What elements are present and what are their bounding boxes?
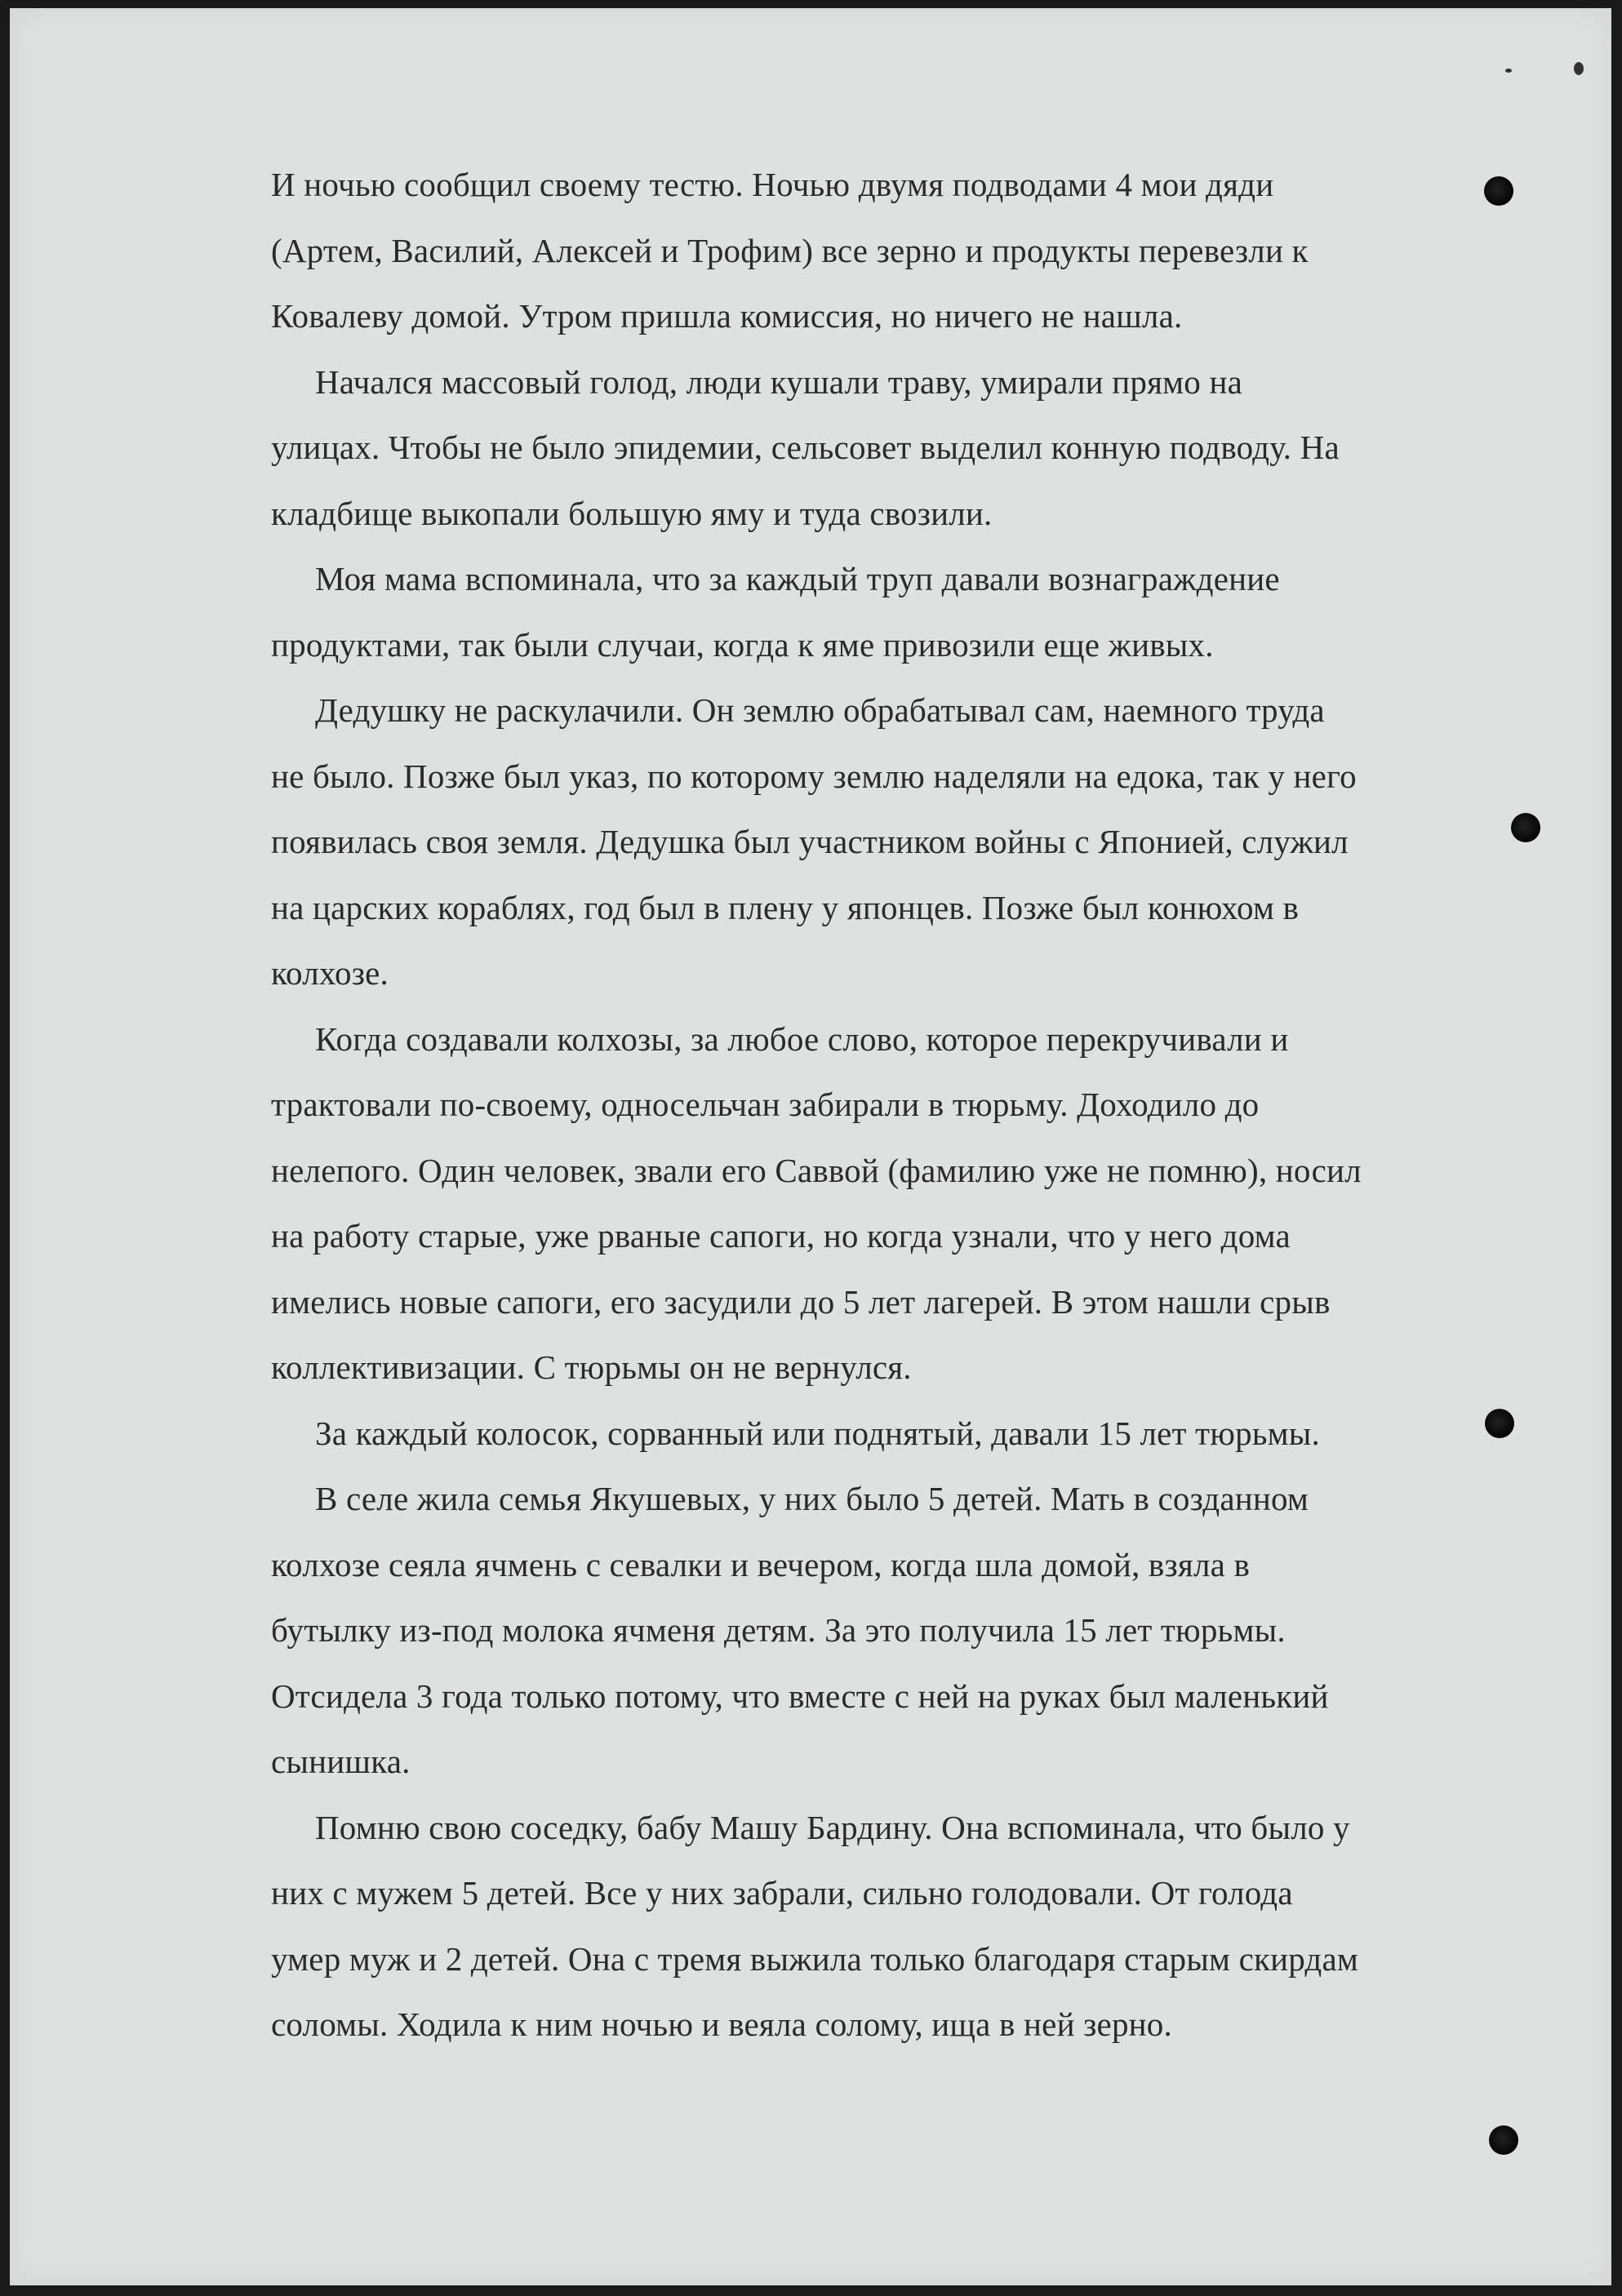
paper-sheet — [10, 8, 1611, 2285]
text-line: нелепого. Один человек, звали его Саввой (фамилию уже не помню), носил — [271, 1151, 1362, 1189]
text-line: В селе жила семья Якушевых, у них было 5 детей. Мать в созданном — [315, 1480, 1309, 1517]
text-line: Когда создавали колхозы, за любое слово, которое перекручивали и — [315, 1019, 1289, 1058]
text-line: Отсидела 3 года только потому, что вместе с ней на руках был маленький — [271, 1676, 1329, 1715]
text-line: улицах. Чтобы не было эпидемии, сельсовет выделил конную подводу. На — [271, 429, 1340, 466]
text-line: них с мужем 5 детей. Все у них забрали, сильно голодовали. От голода — [271, 1874, 1293, 1912]
text-line: соломы. Ходила к ним ночью и веяла солому, ища в ней зерно. — [271, 2005, 1172, 2043]
ink-speck — [1574, 62, 1584, 75]
text-line: колхозе. — [271, 954, 389, 992]
text-line: За каждый колосок, сорванный или поднятый, давали 15 лет тюрьмы. — [315, 1414, 1321, 1452]
text-line: Помню свою соседку, бабу Машу Бардину. Она вспоминала, что было у — [315, 1808, 1350, 1846]
text-line: кладбище выкопали большую яму и туда свозили. — [271, 494, 993, 532]
punch-hole-4 — [1489, 2125, 1518, 2155]
text-line: на царских кораблях, год был в плену у японцев. Позже был конюхом в — [271, 888, 1300, 926]
text-line: Дедушку не раскулачили. Он землю обрабатывал сам, наемного труда — [315, 691, 1325, 729]
punch-hole-2 — [1511, 813, 1540, 842]
text-line: сынишка. — [271, 1743, 411, 1780]
ink-speck — [1505, 69, 1512, 73]
text-line: И ночью сообщил своему тестю. Ночью двумя подводами 4 мои дяди — [271, 166, 1274, 203]
text-line: трактовали по-своему, односельчан забирали в тюрьму. Доходило до — [271, 1086, 1260, 1123]
text-line: умер муж и 2 детей. Она с тремя выжила только благодаря старым скирдам — [271, 1939, 1359, 1978]
text-line: на работу старые, уже рваные сапоги, но когда узнали, что у него дома — [271, 1217, 1291, 1255]
text-line: (Артем, Василий, Алексей и Трофим) все зерно и продукты перевезли к — [271, 231, 1309, 269]
document-body — [271, 152, 1528, 2058]
text-line: Ковалеву домой. Утром пришла комиссия, но ничего не нашла. — [271, 297, 1183, 335]
text-line: Моя мама вспоминала, что за каждый труп давали вознаграждение — [315, 560, 1280, 597]
text-line: коллективизации. С тюрьмы он не вернулся. — [271, 1348, 912, 1386]
text-line: бутылку из-под молока ячменя детям. За это получила 15 лет тюрьмы. — [271, 1611, 1286, 1649]
text-line: имелись новые сапоги, его засудили до 5 лет лагерей. В этом нашли срыв — [271, 1282, 1331, 1321]
text-line: не было. Позже был указ, по которому землю наделяли на едока, так у него — [271, 757, 1357, 795]
punch-hole-1 — [1484, 176, 1513, 206]
text-line: появилась своя земля. Дедушка был участником войны с Японией, служил — [271, 823, 1349, 860]
punch-hole-3 — [1485, 1409, 1514, 1438]
text-line: продуктами, так были случаи, когда к яме привозили еще живых. — [271, 625, 1214, 664]
text-line: Начался массовый голод, люди кушали траву, умирали прямо на — [315, 362, 1242, 401]
text-line: колхозе сеяла ячмень с севалки и вечером, когда шла домой, взяла в — [271, 1545, 1251, 1583]
